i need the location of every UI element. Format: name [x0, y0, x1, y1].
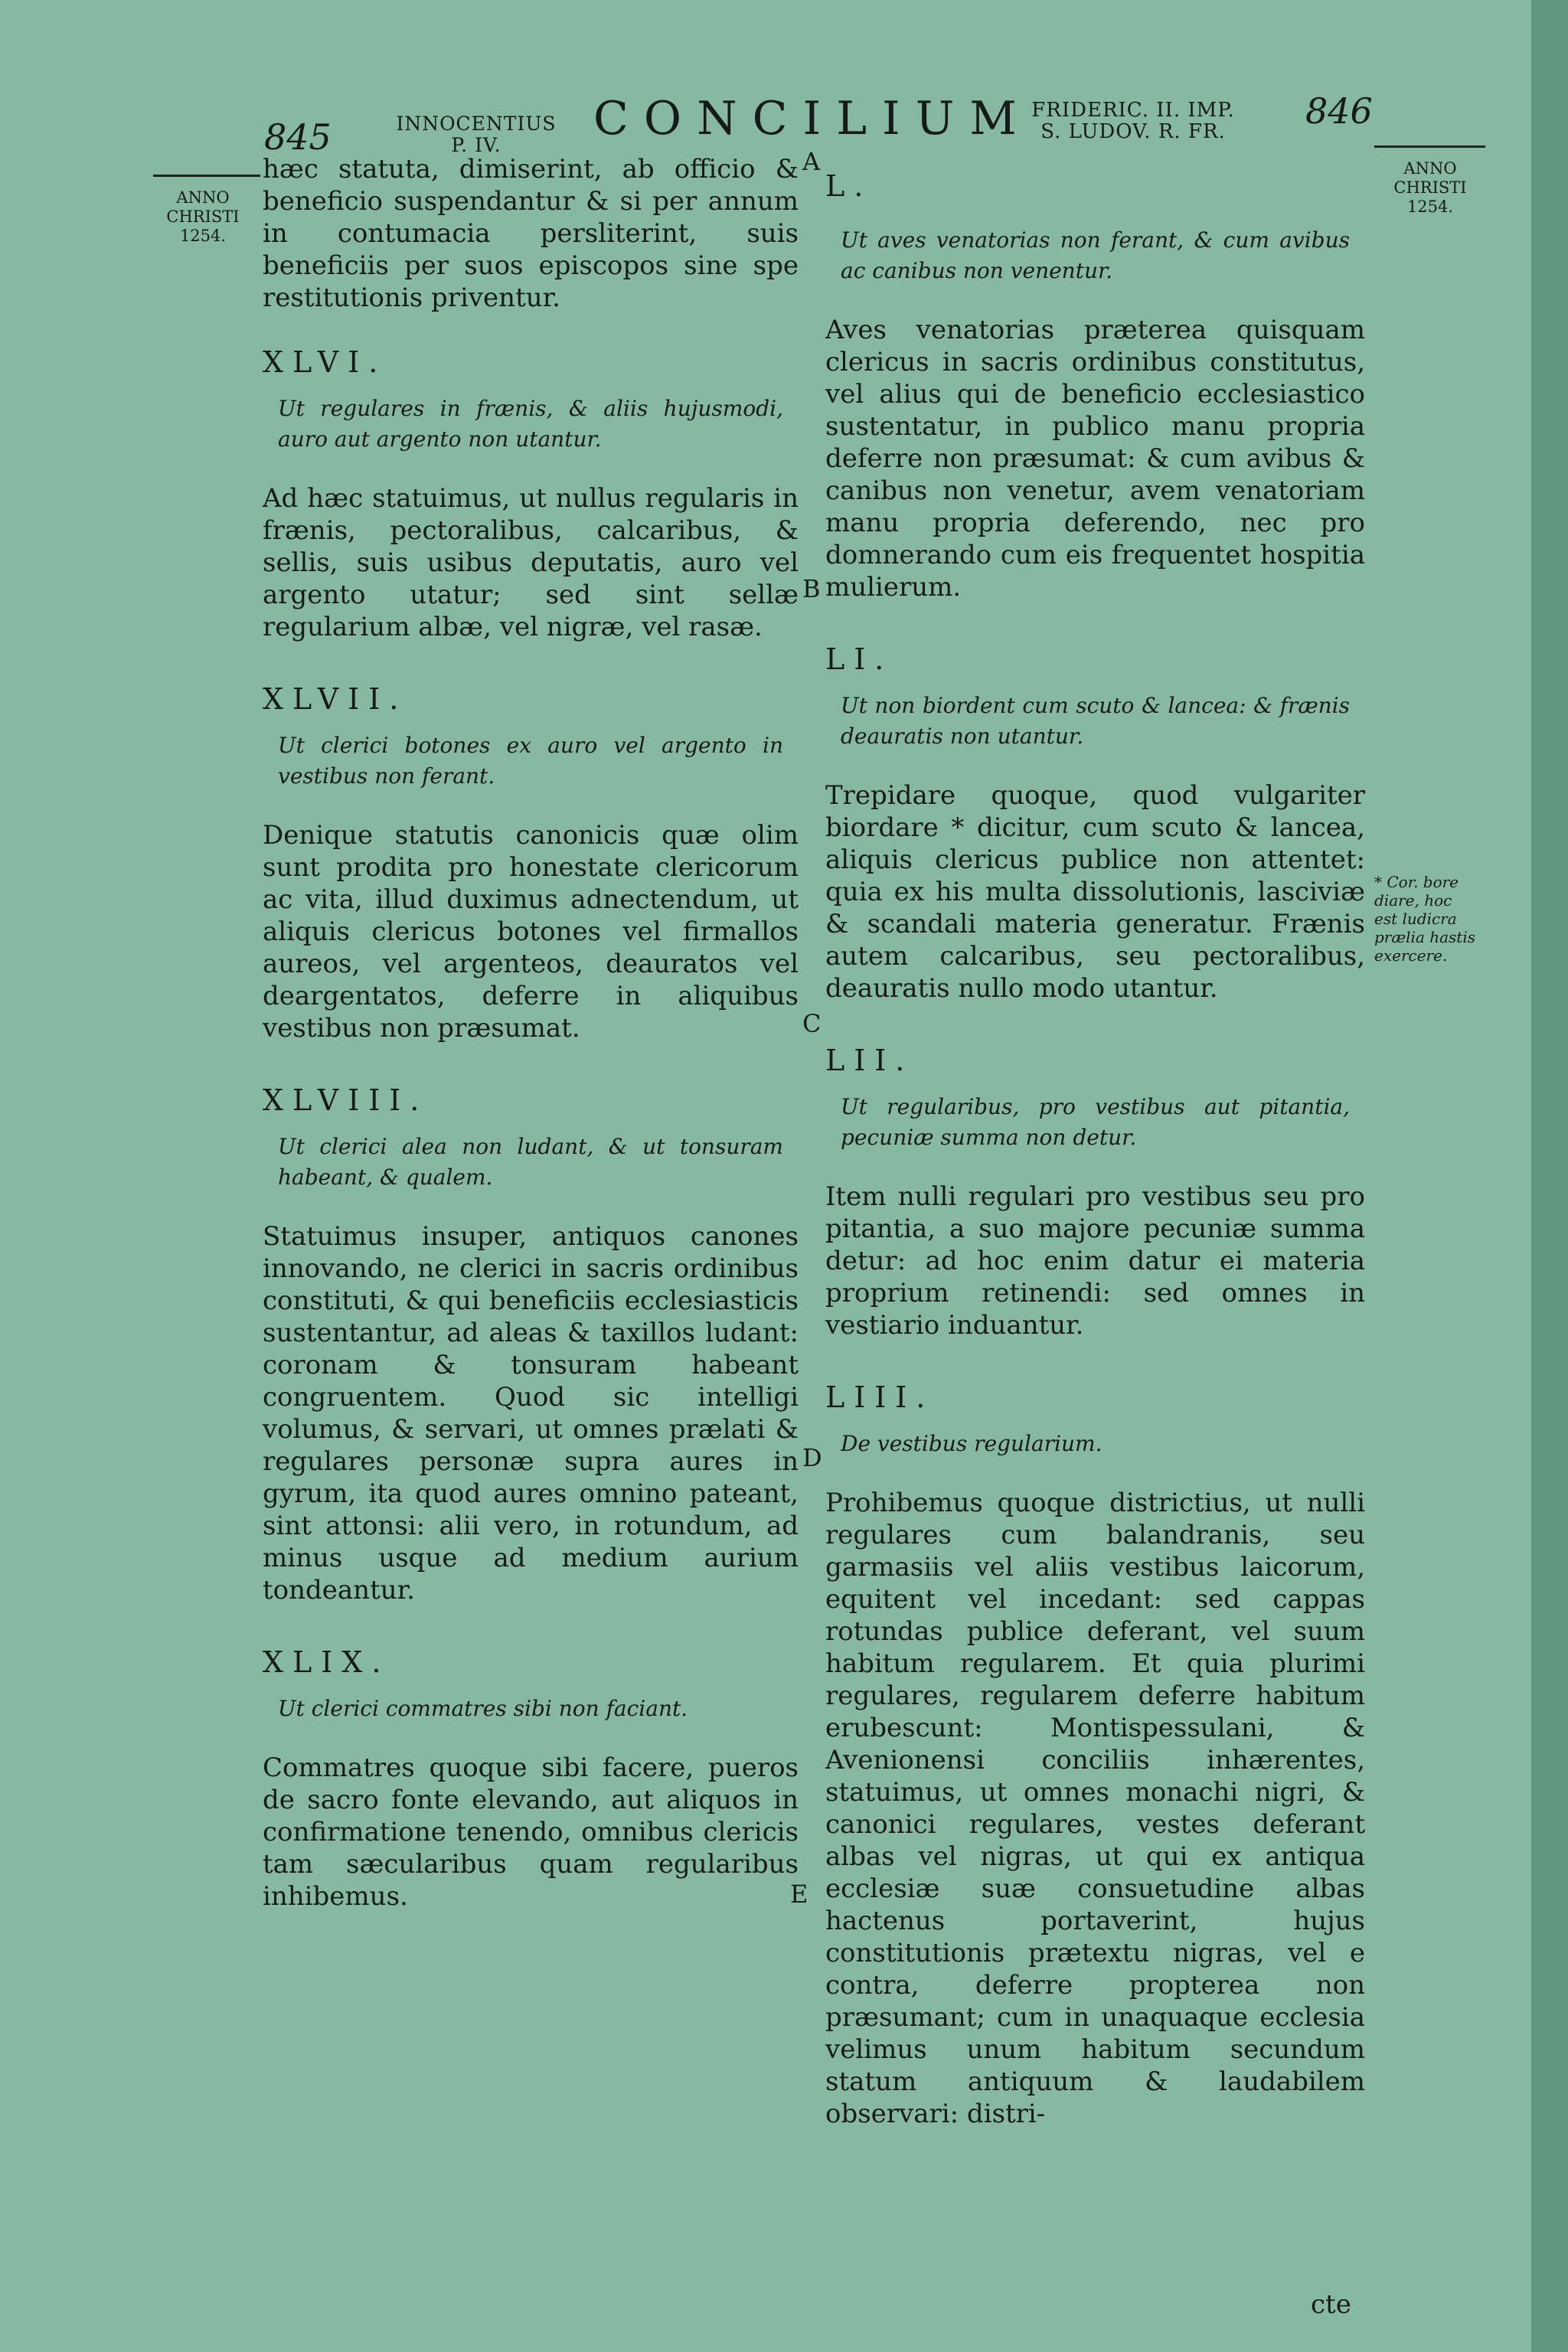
marginal-note-line: diare, hoc — [1374, 891, 1452, 910]
right-page-number: 846 — [1305, 90, 1373, 132]
left-christi-label: CHRISTI — [166, 207, 240, 226]
left-running-head-line-1: INNOCENTIUS — [396, 113, 557, 135]
section-title-li: Ut non biordent cum scuto & lancea: & frænis deauratis non utantur. — [841, 693, 1350, 749]
right-column — [825, 170, 1365, 2130]
marginal-note-line: exercere. — [1374, 946, 1448, 965]
marginal-note-line: prælia hastis — [1374, 928, 1476, 946]
right-christi-label: CHRISTI — [1393, 178, 1467, 197]
section-text-lii: Item nulli regulari pro vestibus seu pro pitantia, a suo majore pecuniæ summa detur: ad hoc enim datur ei materia proprium retinendi: sed omnes in vestiario induantur. — [825, 1181, 1365, 1341]
left-anno-label: ANNO — [176, 188, 230, 207]
next-page-edge — [1531, 0, 1568, 2352]
marginal-note-line: est ludicra — [1374, 910, 1457, 928]
section-title-xlix: Ut clerici commatres sibi non faciant. — [278, 1696, 688, 1721]
left-running-head — [392, 113, 560, 156]
section-title-lii: Ut regularibus, pro vestibus aut pitantia, pecuniæ summa non detur. — [841, 1094, 1350, 1150]
right-anno-christi — [1384, 159, 1476, 217]
right-year: 1254. — [1406, 198, 1454, 216]
marginal-note — [1374, 873, 1489, 965]
left-running-head-line-2: P. IV. — [451, 134, 501, 156]
section-heading-xlviii: XLVIII. — [263, 1083, 429, 1117]
section-heading-liii: LIII. — [825, 1380, 935, 1414]
section-letter-d: D — [802, 1443, 822, 1472]
left-margin-rule — [153, 175, 260, 177]
section-text-l: Aves venatorias præterea quisquam clericus in sacris ordinibus constitutus, vel alius qui de beneficio ecclesiastico sustentatur, in publico manu propria deferre non præsumat: & cum avibus & canibus non venetur, avem venatoriam manu propria deferendo, nec pro domnerando cum eis frequentet hospitia mulierum. — [825, 315, 1365, 603]
section-heading-xlvii: XLVII. — [263, 682, 408, 716]
right-anno-label: ANNO — [1403, 159, 1457, 178]
section-text-xlvii: Denique statutis canonicis quæ olim sunt prodita pro honestate clericorum ac vita, illud duximus adnectendum, ut aliquis clericus botones vel firmallos aureos, vel argenteos, deauratos vel deargentatos, deferre in aliquibus vestibus non præsumat. — [263, 820, 799, 1044]
section-heading-xlvi: XLVI. — [263, 345, 387, 379]
section-letter-a: A — [802, 147, 821, 176]
section-title-xlvi: Ut regulares in frænis, & aliis hujusmodi, auro aut argento non utantur. — [278, 396, 783, 452]
right-margin-rule — [1374, 145, 1485, 148]
section-heading-li: LI. — [825, 642, 893, 676]
left-page-number: 845 — [264, 116, 332, 158]
marginal-note-line: * Cor. bore — [1374, 873, 1459, 891]
section-title-liii: De vestibus regularium. — [841, 1431, 1102, 1456]
section-letter-c: C — [802, 1009, 822, 1038]
section-title-l: Ut aves venatorias non ferant, & cum avibus ac canibus non venentur. — [841, 227, 1350, 283]
section-title-xlviii: Ut clerici alea non ludant, & ut tonsuram habeant, & qualem. — [278, 1134, 783, 1190]
section-text-xlix: Commatres quoque sibi facere, pueros de sacro fonte elevando, aut aliquos in confirmatione tenendo, omnibus clericis tam sæcularibus quam regularibus inhibemus. — [263, 1753, 799, 1912]
section-heading-l: L. — [825, 169, 873, 203]
section-text-xlviii: Statuimus insuper, antiquos canones innovando, ne clerici in sacris ordinibus constituti, & qui beneficiis ecclesiasticis sustentantur, ad aleas & taxillos ludant: coronam & tonsuram habeant congruentem. Quod sic intelligi volumus, & servari, ut omnes prælati & regulares personæ supra aures in gyrum, ita quod aures omnino pateant, sint attonsi: alii vero, in rotundum, ad minus usque ad medium aurium tondeantur. — [263, 1221, 799, 1606]
section-text-liii: Prohibemus quoque districtius, ut nulli regulares cum balandranis, seu garmasiis vel aliis vestibus laicorum, equitent vel incedant: sed cappas rotundas publice deferant, vel suum habitum regularem. Et quia plurimi regulares, regularem deferre habitum erubescunt: Montispessulani, & Avenionensi conciliis inhærentes, statuimus, ut omnes monachi nigri, & canonici regulares, vestes deferant albas vel nigras, ut qui ex antiqua ecclesiæ suæ consuetudine albas hactenus portaverint, hujus constitutionis prætextu nigras, vel e contra, deferre propterea non præsumant; cum in unaquaque ecclesia velimus unum habitum secundum statum antiquum & laudabilem observari: distri- — [825, 1488, 1365, 2129]
section-heading-lii: LII. — [825, 1044, 914, 1077]
section-letter-b: B — [802, 574, 821, 603]
section-heading-xlix: XLIX. — [263, 1645, 390, 1679]
right-running-head-line-2: S. LUDOV. R. FR. — [1040, 120, 1226, 143]
left-intro-text: hæc statuta, dimiserint, ab officio & beneficio suspendantur & si per annum in contumacia persliterint, suis beneficiis per suos episcopos sine spe restitutionis priventur. — [263, 154, 799, 313]
catchword: cte — [1311, 2289, 1351, 2320]
left-column — [263, 153, 799, 1913]
section-letter-e: E — [790, 1880, 808, 1909]
right-running-head — [1018, 100, 1248, 142]
left-anno-christi — [161, 188, 245, 246]
right-running-head-line-1: FRIDERIC. II. IMP. — [1031, 99, 1235, 122]
section-title-xlvii: Ut clerici botones ex auro vel argento in vestibus non ferant. — [278, 733, 783, 789]
page-title: CONCILIUM — [593, 92, 1032, 145]
section-text-xlvi: Ad hæc statuimus, ut nullus regularis in frænis, pectoralibus, calcaribus, & sellis, suis usibus deputatis, auro vel argento utatur; sed sint sellæ regularium albæ, vel nigræ, vel rasæ. — [263, 483, 799, 642]
left-year: 1254. — [179, 227, 227, 245]
section-text-li: Trepidare quoque, quod vulgariter biordare * dicitur, cum scuto & lancea, aliquis clericus publice non attentet: quia ex his multa dissolutionis, lasciviæ & scandali materia generatur. Frænis autem calcaribus, seu pectoralibus, deauratis nullo modo utantur. — [825, 780, 1365, 1004]
